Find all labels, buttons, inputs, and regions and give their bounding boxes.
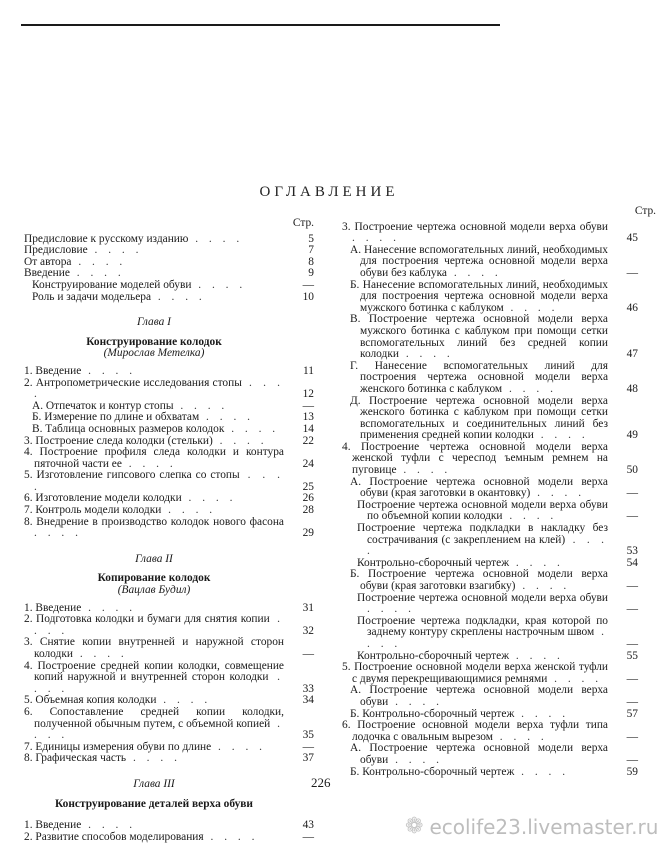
chapter-author: (Вацлав Будил) bbox=[117, 584, 191, 597]
dot-leader: . . . . bbox=[34, 717, 284, 742]
dot-leader: . . . . bbox=[367, 533, 608, 558]
toc-entry bbox=[342, 314, 638, 360]
page-number: 226 bbox=[311, 775, 331, 790]
dot-leader: . . . . bbox=[81, 364, 137, 377]
dot-leader: . . . . bbox=[126, 752, 181, 765]
dot-leader: . . . . bbox=[514, 765, 570, 778]
watermark-text: ecolife23.livemaster.ru bbox=[429, 814, 658, 839]
toc-entry-title: Б. Контрольно-сборочный чертеж . . . . bbox=[350, 765, 570, 778]
toc-entry-page: 9 bbox=[308, 267, 314, 280]
toc-intro-list bbox=[24, 234, 314, 304]
toc-entry-title: 7. Контроль модели колодки . . . . bbox=[24, 504, 217, 517]
toc-entry bbox=[342, 280, 638, 315]
toc-entry-title: А. Нанесение вспомогательных линий, необходимых для построения чертежа основной модели верха обуви без каблука . . . . bbox=[350, 243, 608, 279]
toc-entry bbox=[342, 500, 638, 523]
toc-entry-title: Б. Построение чертежа основной модели верха обуви (края заготовки взагибку) . . . . bbox=[350, 568, 608, 592]
toc-entry-title: Б. Измерение по длине и обхватам . . . . bbox=[32, 411, 254, 424]
dot-leader: . . . . bbox=[87, 244, 143, 257]
dot-leader: . . . . bbox=[173, 399, 229, 412]
toc-entry-title: От автора . . . . bbox=[24, 255, 127, 268]
toc-entry-title: 1. Введение . . . . bbox=[24, 364, 137, 377]
toc-entry-page: 31 bbox=[302, 601, 314, 614]
dot-leader: . . . . bbox=[151, 290, 206, 303]
toc-entry-title: 8. Графическая часть . . . . bbox=[24, 752, 181, 765]
chapter-label: Глава II bbox=[135, 552, 173, 565]
toc-entry-page: 53 bbox=[626, 545, 638, 558]
dot-leader: . . . . bbox=[515, 580, 571, 592]
toc-entry bbox=[342, 743, 638, 766]
toc-entry-page: — bbox=[626, 753, 638, 766]
toc-entry bbox=[342, 442, 638, 477]
toc-entry-page: 10 bbox=[302, 290, 314, 303]
dot-leader: . . . . bbox=[181, 492, 237, 505]
toc-entry-title: Роль и задачи модельера . . . . bbox=[32, 290, 206, 303]
toc-entry bbox=[342, 593, 638, 616]
toc-entry-page: 7 bbox=[308, 244, 314, 257]
dot-leader: . . . . bbox=[224, 422, 280, 435]
toc-entry-title: 8. Внедрение в производство колодок нового фасона . . . . bbox=[24, 515, 284, 540]
toc-entry bbox=[342, 361, 638, 396]
dot-leader: . . . . bbox=[388, 753, 444, 766]
dot-leader: . . . . bbox=[447, 266, 502, 279]
toc-entry-page: 43 bbox=[302, 819, 314, 832]
toc-left-column bbox=[24, 218, 314, 843]
toc-entry bbox=[342, 662, 638, 685]
toc-entry-title: 4. Построение средней копии колодки, совмещение копий наружной и внутренней сторон колодки . . . . bbox=[24, 659, 284, 695]
toc-entry-title: 3. Построение чертежа основной модели верха обуви . . . . bbox=[342, 220, 608, 245]
dot-leader: . . . . bbox=[502, 382, 557, 395]
toc-entry bbox=[24, 820, 314, 832]
toc-entry-page: 37 bbox=[302, 752, 314, 765]
toc-entry-page: 55 bbox=[626, 649, 638, 662]
toc-entry-page: 33 bbox=[302, 682, 314, 695]
toc-entry-title: Контрольно-сборочный чертеж . . . . bbox=[357, 556, 564, 569]
toc-entry-title: 3. Построение следа колодки (стельки) . . . . bbox=[24, 434, 268, 447]
toc-entry-page: 11 bbox=[303, 364, 314, 377]
toc-entry-title: Построение чертежа подкладки в накладку без сострачивания (с закреплением на клей) . . . . bbox=[357, 522, 608, 558]
toc-entry bbox=[342, 523, 638, 558]
dot-leader: . . . . bbox=[367, 626, 608, 650]
toc-entry-page: — bbox=[302, 740, 314, 753]
dot-leader: . . . . bbox=[367, 603, 415, 616]
toc-entry-title: 7. Единицы измерения обуви по длине . . . . bbox=[24, 740, 266, 753]
toc-entry-page: 22 bbox=[302, 434, 314, 447]
toc-entry-page: 54 bbox=[626, 556, 638, 569]
dot-leader: . . . . bbox=[502, 510, 558, 523]
toc-entry bbox=[342, 477, 638, 500]
chapter-author: (Мирослав Метелка) bbox=[103, 347, 205, 360]
toc-entry-title: 2. Подготовка колодки и бумаги для снятия копии . . . . bbox=[24, 613, 284, 637]
chapter-title: Конструирование деталей верха обуви bbox=[54, 797, 253, 810]
toc-entry-page: 28 bbox=[302, 504, 314, 517]
dot-leader: . . . . bbox=[34, 376, 284, 401]
dot-leader: . . . . bbox=[533, 429, 589, 442]
toc-entry-page: 59 bbox=[626, 765, 638, 778]
top-rule bbox=[21, 24, 500, 26]
dot-leader: . . . . bbox=[514, 707, 570, 720]
toc-entry bbox=[24, 614, 314, 637]
toc-entry-page: 45 bbox=[626, 232, 638, 245]
dot-leader: . . . . bbox=[212, 434, 268, 447]
dot-leader: . . . . bbox=[188, 232, 244, 245]
toc-entry-page: — bbox=[626, 730, 638, 743]
toc-entry bbox=[24, 832, 314, 844]
toc-entry-title: Предисловие к русскому изданию . . . . bbox=[24, 232, 244, 245]
dot-leader: . . . . bbox=[71, 255, 127, 268]
toc-entry bbox=[342, 245, 638, 280]
toc-entry bbox=[24, 707, 314, 742]
dot-leader: . . . . bbox=[34, 613, 284, 637]
toc-continued-list bbox=[342, 222, 638, 779]
toc-entry-title: В. Таблица основных размеров колодок . . . . bbox=[32, 422, 280, 435]
dot-leader: . . . . bbox=[121, 457, 177, 470]
dot-leader: . . . . bbox=[547, 672, 603, 685]
toc-entry-page: 48 bbox=[626, 382, 638, 395]
toc-entry-page: — bbox=[302, 648, 314, 660]
dot-leader: . . . . bbox=[509, 649, 564, 662]
toc-entry-page: 5 bbox=[308, 232, 314, 245]
dot-leader: . . . . bbox=[352, 232, 400, 245]
dot-leader: . . . . bbox=[492, 730, 548, 743]
toc-entry bbox=[24, 661, 314, 696]
toc-entry bbox=[24, 753, 314, 765]
toc-right-column bbox=[342, 205, 656, 778]
toc-entry-page: 32 bbox=[302, 624, 314, 637]
dot-leader: . . . . bbox=[34, 527, 82, 540]
page-column-label: Стр. bbox=[292, 217, 314, 229]
toc-entry-title: 4. Построение профиля следа колодки и контура пяточной части ее . . . . bbox=[24, 446, 284, 470]
toc-entry-page: 8 bbox=[308, 255, 314, 268]
toc-entry-page: 49 bbox=[626, 429, 638, 442]
dot-leader: . . . . bbox=[509, 556, 564, 569]
toc-entry-page: — bbox=[626, 637, 638, 650]
toc-entry bbox=[342, 685, 638, 708]
toc-entry-page: 26 bbox=[302, 492, 314, 505]
dot-leader: . . . . bbox=[388, 695, 444, 708]
toc-entry-page: 50 bbox=[626, 464, 638, 477]
toc-entry-title: А. Отпечаток и контур стопы . . . . bbox=[32, 399, 229, 412]
toc-entry-title: Г. Нанесение вспомогательных линий для построения чертежа основной модели верха женского ботинка с каблуком . . . . bbox=[350, 359, 608, 395]
toc-entry-page: 14 bbox=[302, 422, 314, 435]
toc-entry-page: 47 bbox=[626, 348, 638, 361]
toc-entry bbox=[342, 767, 638, 779]
dot-leader: . . . . bbox=[396, 464, 452, 477]
toc-entry bbox=[24, 447, 314, 470]
toc-entry-title: 4. Построение чертежа основной модели верха женской туфли с череспод ъемным ремнем на пуговице . . . . bbox=[342, 440, 608, 477]
toc-entry-title: 3. Снятие копии внутренней и наружной сторон колодки . . . . bbox=[24, 636, 284, 660]
dot-leader: . . . . bbox=[34, 671, 284, 695]
toc-entry-page: — bbox=[302, 278, 314, 291]
dot-leader: . . . . bbox=[203, 830, 259, 843]
toc-entry bbox=[24, 292, 314, 304]
toc-entry-title: 1. Введение . . . . bbox=[24, 819, 137, 832]
toc-entry-title: 5. Объемная копия колодки . . . . bbox=[24, 694, 212, 707]
toc-entry-title: Предисловие . . . . bbox=[24, 244, 143, 257]
dot-leader: . . . . bbox=[199, 411, 254, 424]
dot-leader: . . . . bbox=[81, 601, 137, 614]
toc-entry-title: А. Построение чертежа основной модели верха обуви (края заготовки в окантовку) . . . . bbox=[350, 475, 608, 500]
toc-entry-title: Б. Нанесение вспомогательных линий, необходимых для построения чертежа основной модели верха мужского ботинка с каблуком . . . . bbox=[350, 278, 608, 314]
chapter-author bbox=[24, 810, 314, 814]
toc-entry-page: — bbox=[302, 830, 314, 843]
dot-leader: . . . . bbox=[398, 348, 454, 361]
toc-chapters bbox=[24, 317, 314, 843]
toc-entry-title: 5. Изготовление гипсового слепка со стопы . . . . bbox=[24, 469, 284, 493]
toc-entry-title: Б. Контрольно-сборочный чертеж . . . . bbox=[350, 707, 570, 720]
toc-entry bbox=[342, 569, 638, 592]
page-column-label: Стр. bbox=[634, 205, 656, 217]
dot-leader: . . . . bbox=[191, 278, 247, 291]
toc-entry-page: — bbox=[626, 603, 638, 616]
toc-entry bbox=[24, 517, 314, 540]
toc-entry-title: 5. Построение основной модели верха женской туфли с двумя перекрещивающимися ремнями . . . . bbox=[342, 661, 608, 685]
snowflake-flower-icon: ❁ bbox=[405, 814, 424, 839]
toc-entry-title: 6. Изготовление модели колодки . . . . bbox=[24, 492, 237, 505]
toc-entry-page: 34 bbox=[302, 694, 314, 707]
toc-entry-page: — bbox=[626, 266, 638, 279]
toc-entry-title: 6. Построение основной модели верха туфли типа лодочка с овальным вырезом . . . . bbox=[342, 719, 608, 743]
dot-leader: . . . . bbox=[34, 469, 284, 493]
toc-entry-page: — bbox=[626, 510, 638, 523]
chapter-title: Конструирование колодок bbox=[86, 335, 222, 348]
toc-entry-page: — bbox=[302, 399, 314, 412]
toc-entry-title: А. Построение чертежа основной модели верха обуви . . . . bbox=[350, 742, 608, 766]
toc-entry-page: — bbox=[626, 695, 638, 708]
toc-entry-page: 35 bbox=[302, 729, 314, 742]
toc-entry-title: Построение чертежа подкладки, края которой по заднему контуру скреплены настрочным швом . . . . bbox=[357, 614, 608, 650]
dot-leader: . . . . bbox=[72, 648, 128, 660]
toc-entry-title: Построение чертежа основной модели верха обуви . . . . bbox=[357, 591, 608, 616]
toc-entry bbox=[24, 378, 314, 401]
toc-entry-title: А. Построение чертежа основной модели верха обуви . . . . bbox=[350, 684, 608, 708]
toc-entry-page: 12 bbox=[302, 388, 314, 401]
dot-leader: . . . . bbox=[503, 301, 559, 314]
dot-leader: . . . . bbox=[161, 504, 217, 517]
dot-leader: . . . . bbox=[211, 740, 266, 753]
dot-leader: . . . . bbox=[81, 819, 137, 832]
toc-entry-title: Конструирование моделей обуви . . . . bbox=[32, 278, 247, 291]
toc-entry-page: 24 bbox=[302, 457, 314, 470]
toc-entry bbox=[24, 505, 314, 517]
toc-entry-page: 46 bbox=[626, 301, 638, 314]
watermark bbox=[405, 814, 658, 839]
toc-entry-page: 29 bbox=[302, 527, 314, 540]
chapter-title: Копирование колодок bbox=[97, 572, 211, 585]
chapter-label: Глава III bbox=[133, 777, 175, 790]
page-title: ОГЛАВЛЕНИЕ bbox=[259, 184, 399, 200]
toc-entry-page: — bbox=[626, 672, 638, 685]
toc-entry bbox=[342, 720, 638, 743]
dot-leader: . . . . bbox=[156, 694, 212, 707]
toc-entry bbox=[342, 616, 638, 651]
toc-entry bbox=[24, 470, 314, 493]
toc-entry-page: — bbox=[626, 580, 638, 592]
toc-entry-title: Построение чертежа основной модели верха обуви по объемной копии колодки . . . . bbox=[357, 498, 608, 523]
toc-entry-page: 57 bbox=[626, 707, 638, 720]
toc-entry bbox=[342, 222, 638, 245]
toc-entry-title: 6. Сопоставление средней копии колодки, полученной обычным путем, с объемной копией . . . . bbox=[24, 705, 284, 742]
toc-entry bbox=[342, 396, 638, 442]
toc-entry bbox=[24, 637, 314, 660]
toc-entry-title: 2. Антропометрические исследования стопы . . . . bbox=[24, 376, 284, 401]
toc-entry-page: 25 bbox=[302, 480, 314, 493]
toc-entry-title: 2. Развитие способов моделирования . . . . bbox=[24, 830, 259, 843]
toc-entry-title: Контрольно-сборочный чертеж . . . . bbox=[357, 649, 564, 662]
chapter-label: Глава I bbox=[137, 316, 171, 329]
dot-leader: . . . . bbox=[530, 487, 586, 500]
toc-entry bbox=[24, 424, 314, 436]
dot-leader: . . . . bbox=[69, 267, 125, 280]
toc-entry-page: 13 bbox=[302, 411, 314, 424]
toc-entry-title: 1. Введение . . . . bbox=[24, 601, 137, 614]
toc-entry-title: В. Построение чертежа основной модели верха мужского ботинка с каблуком при помощи сетки вспомогательных линий без средней копии колодки . . . . bbox=[350, 313, 608, 361]
toc-entry-title: Введение . . . . bbox=[24, 267, 125, 280]
toc-entry-page: — bbox=[626, 487, 638, 500]
toc-entry-title: Д. Построение чертежа основной модели верха женского ботинка с каблуком при помощи сетки вспомогательных и соединительных линий без применения средней копии колодки . . . . bbox=[350, 394, 608, 442]
